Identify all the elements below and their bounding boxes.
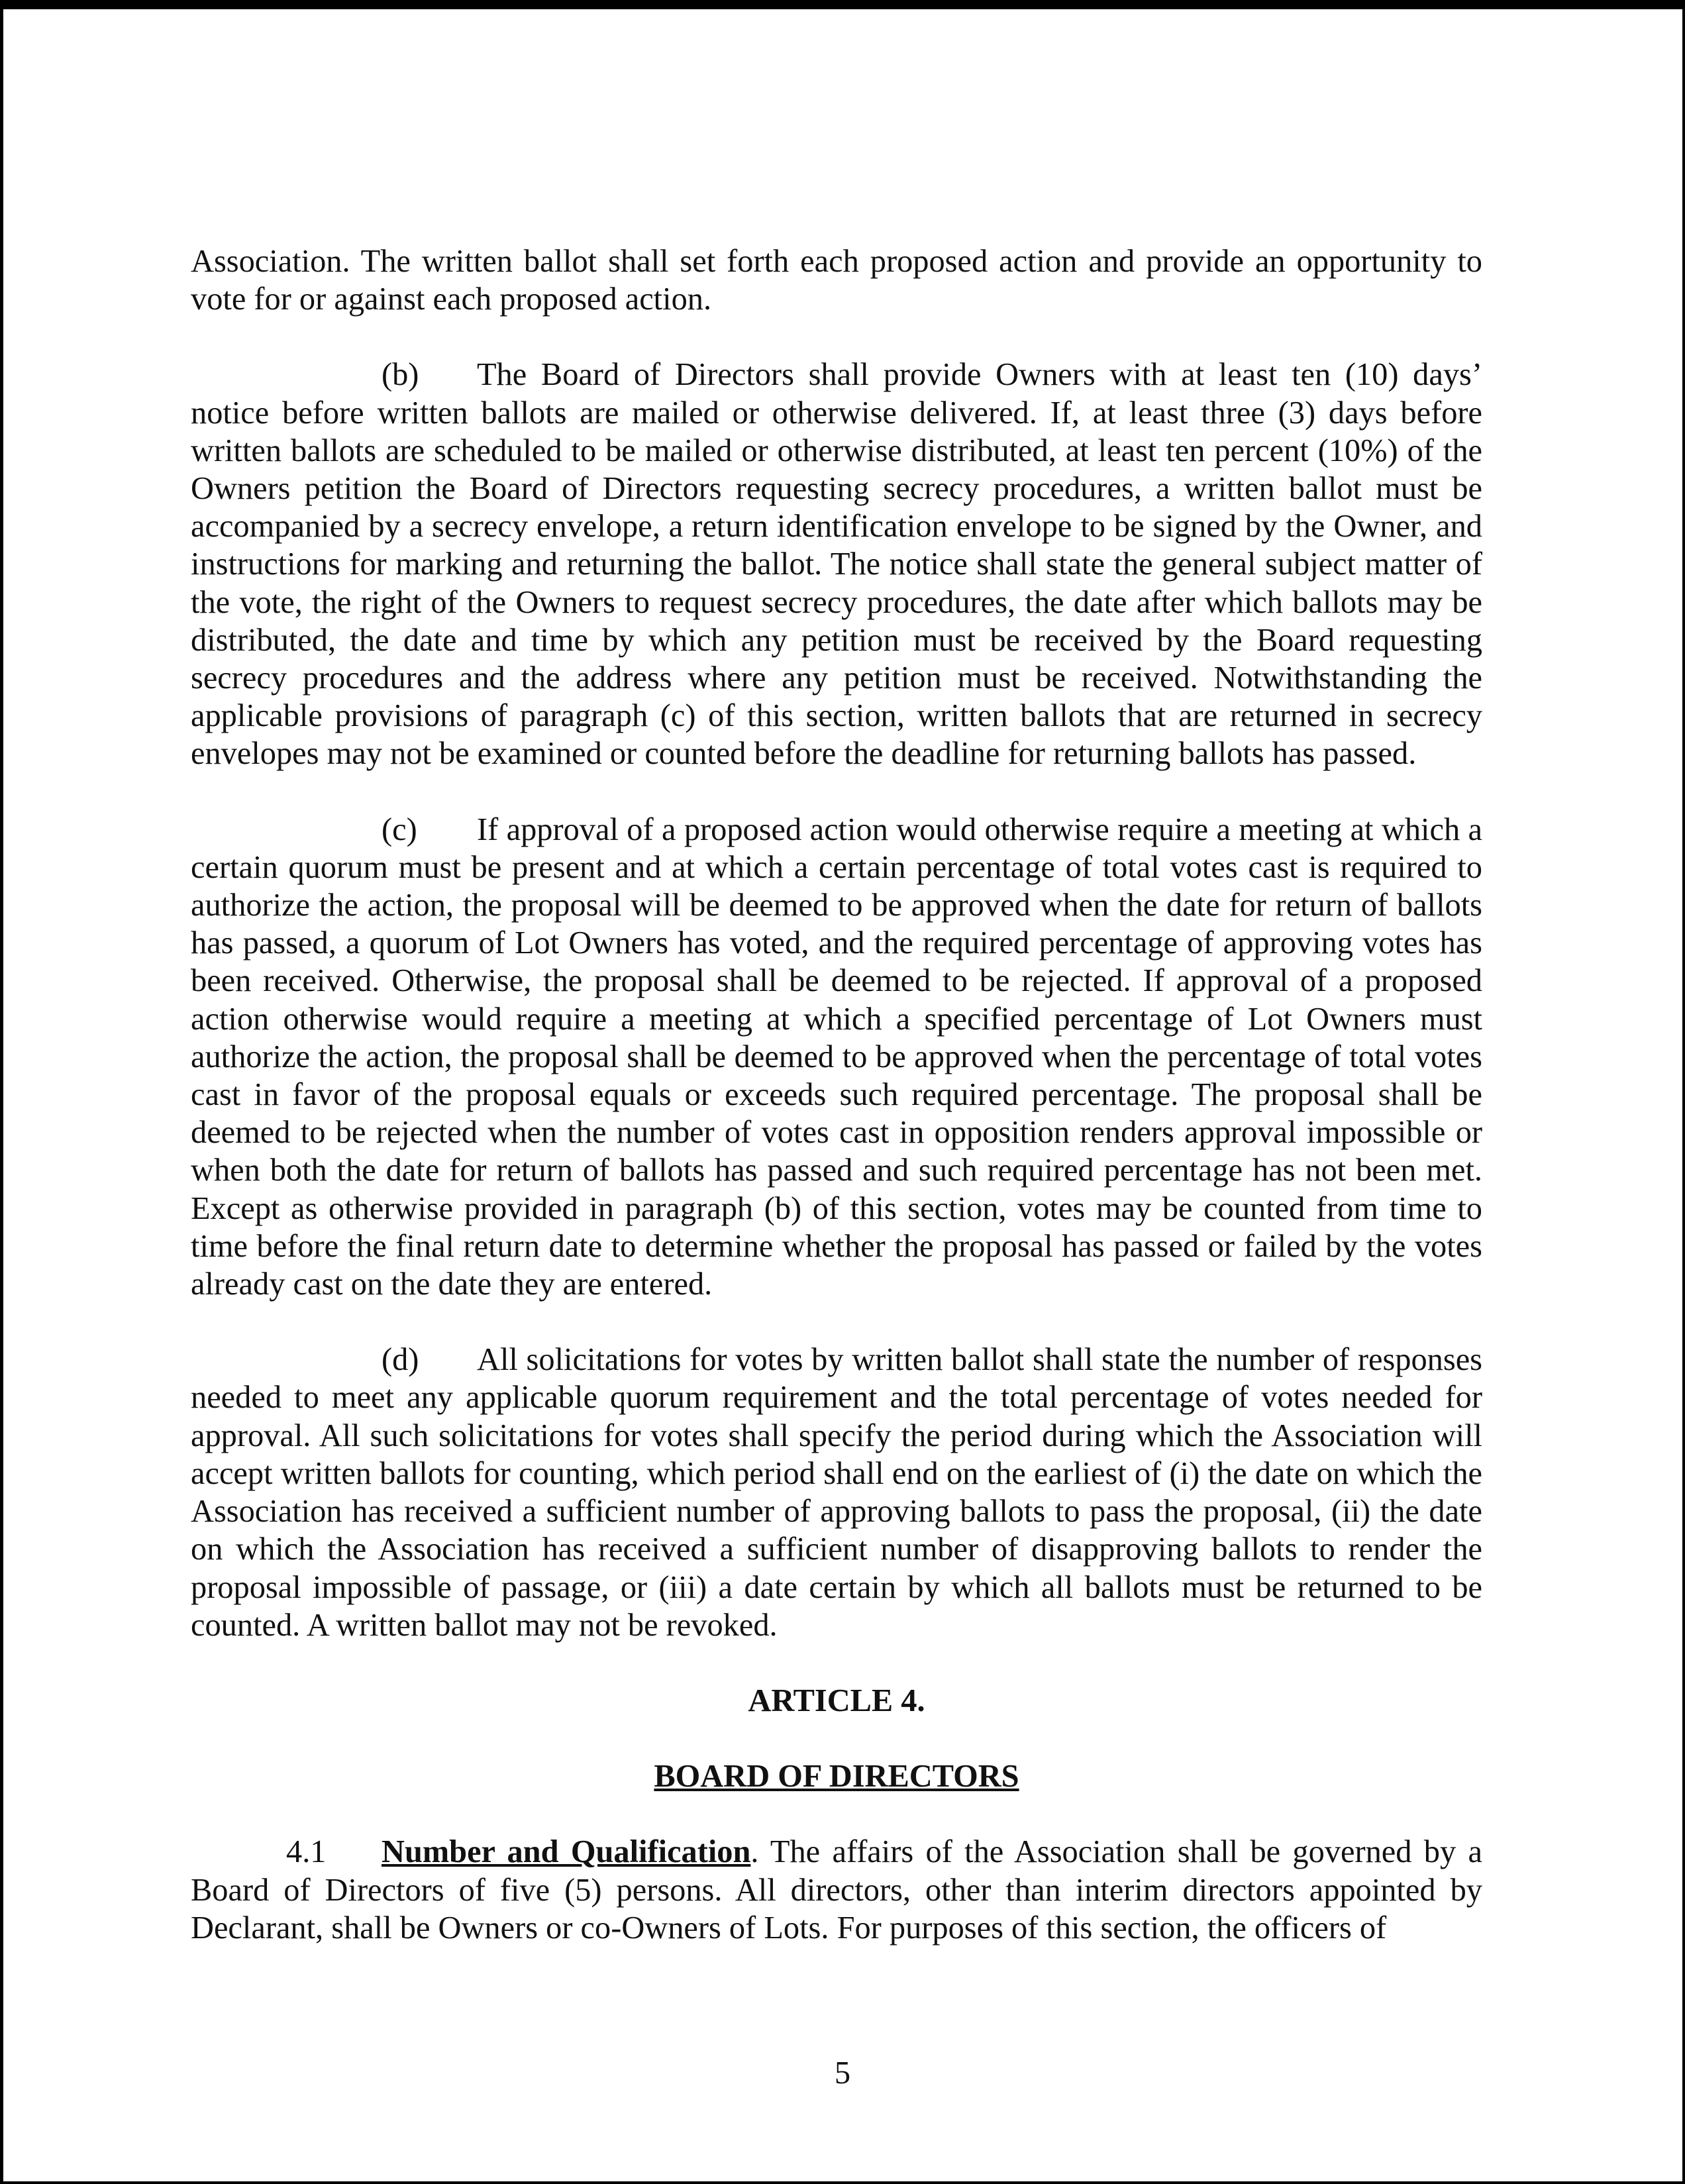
paragraph-d [191, 1341, 1482, 1644]
paragraph-c-text: If approval of a proposed action would otherwise require a meeting at which a certain quorum must be present and at which a certain percentage of total votes cast is required to authorize the action, the proposal will be deemed to be approved when the date for return of ballots has passed, a quorum of Lot Owners has voted, and the required percentage of approving votes has been received. Otherwise, the proposal shall be deemed to be rejected. If approval of a proposed action otherwise would require a meeting at which a specified percentage of Lot Owners must authorize the action, the proposal shall be deemed to be approved when the percentage of total votes cast in favor of the proposal equals or exceeds such required percentage. The proposal shall be deemed to be rejected when the number of votes cast in opposition renders approval impossible or when both the date for return of ballots has passed and such required percentage has not been met. Except as otherwise provided in paragraph (b) of this section, votes may be counted from time to time before the final return date to determine whether the proposal has passed or failed by the votes already cast on the date they are entered. [191, 811, 1482, 1302]
paragraph-c-label: (c) [382, 811, 417, 847]
article-heading: ARTICLE 4. [748, 1683, 925, 1718]
paragraph-d-text: All solicitations for votes by written ballot shall state the number of responses needed to meet any applicable quorum requirement and the total percentage of votes needed for approval. All such solicitations for votes shall specify the period during which the Association will accept written ballots for counting, which period shall end on the earliest of (i) the date on which the Association has received a sufficient number of approving ballots to pass the proposal, (ii) the date on which the Association has received a sufficient number of disapproving ballots to render the proposal impossible of passage, or (iii) a date certain by which all ballots must be returned to be counted. A written ballot may not be revoked. [191, 1342, 1482, 1643]
paragraph-intro [191, 242, 1482, 318]
scan-right-border [1682, 0, 1685, 2184]
section-4-1-text: . The affairs of the Association shall be governed by a Board of Directors of five (5) persons. All directors, other than interim directors appointed by Declarant, shall be Owners or co-Owners of Lots. For purposes of this section, the officers of [191, 1834, 1482, 1946]
page-number: 5 [834, 2055, 851, 2091]
paragraph-b-text: The Board of Directors shall provide Owners with at least ten (10) days’ notice before written ballots are mailed or otherwise delivered. If, at least three (3) days before written ballots are scheduled to be mailed or otherwise distributed, at least ten percent (10%) of the Owners petition the Board of Directors requesting secrecy procedures, a written ballot must be accompanied by a secrecy envelope, a return identification envelope to be signed by the Owner, and instructions for marking and returning the ballot. The notice shall state the general subject matter of the vote, the right of the Owners to request secrecy procedures, the date after which ballots may be distributed, the date and time by which any petition must be received by the Board requesting secrecy procedures and the address where any petition must be received. Notwithstanding the applicable provisions of paragraph (c) of this section, written ballots that are returned in secrecy envelopes may not be examined or counted before the deadline for returning ballots has passed. [191, 357, 1482, 772]
section-4-1-title: Number and Qualification [382, 1834, 751, 1870]
paragraph-b [191, 356, 1482, 772]
paragraph-b-label: (b) [382, 357, 419, 393]
section-4-1-number: 4.1 [286, 1834, 327, 1870]
paragraph-intro-text: Association. The written ballot shall set forth each proposed action and provide an opportunity to vote for or against each proposed action. [191, 244, 1482, 317]
section-4-1 [191, 1833, 1482, 1947]
scan-bottom-border [0, 2181, 1685, 2184]
article-title: BOARD OF DIRECTORS [654, 1759, 1019, 1794]
scan-left-border [0, 0, 3, 2184]
paragraph-c [191, 811, 1482, 1304]
paragraph-d-label: (d) [382, 1342, 419, 1378]
document-body [191, 242, 1482, 1985]
scan-top-border [0, 0, 1685, 9]
